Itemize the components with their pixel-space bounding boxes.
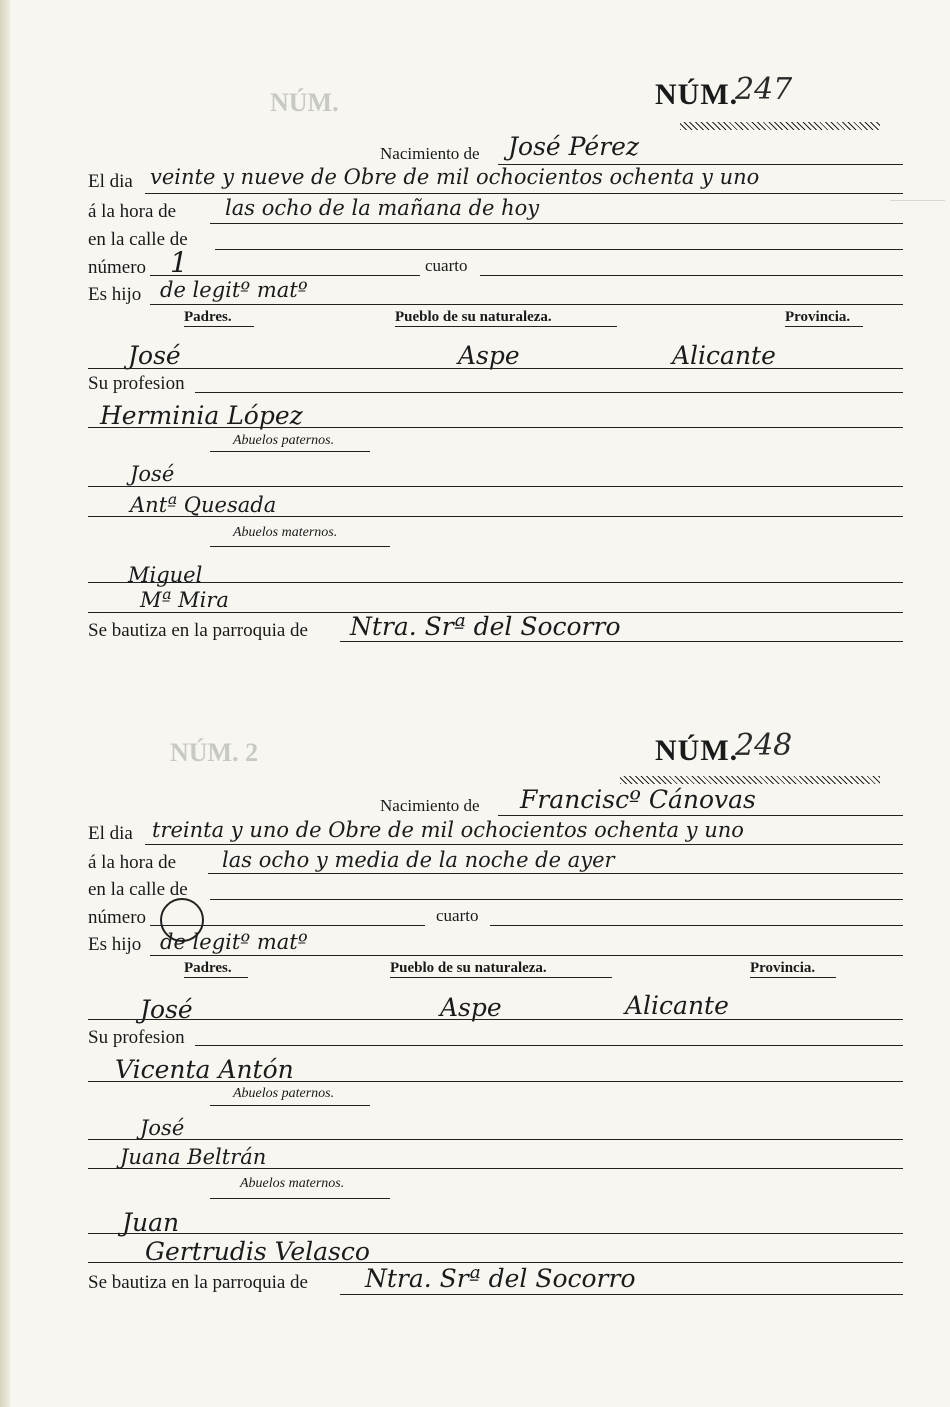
binding-edge <box>0 0 10 1407</box>
hora-handwritten: las ocho y media de la noche de ayer <box>222 848 615 872</box>
parroquia-handwritten: Ntra. Srª del Socorro <box>365 1264 636 1293</box>
abuelos-maternos-rule <box>210 546 390 547</box>
provincia-header-rule <box>785 326 863 327</box>
parroquia-handwritten: Ntra. Srª del Socorro <box>350 612 621 641</box>
provincia-handwritten: Alicante <box>672 341 776 370</box>
abuelos-paternos-rule <box>210 1105 370 1106</box>
madre-line <box>88 1081 903 1082</box>
provincia-header: Provincia. <box>750 960 816 976</box>
calle-line <box>210 899 903 900</box>
abuelo-materno-line <box>88 1233 903 1234</box>
abuelo-paterno-line <box>88 1139 903 1140</box>
hijo-label: Es hijo <box>88 284 142 305</box>
parroquia-line <box>340 641 903 642</box>
parroquia-line <box>340 1294 903 1295</box>
abuela-paterna-line <box>88 1168 903 1169</box>
record-number-handwritten: 247 <box>735 72 793 107</box>
cuarto-line <box>480 275 903 276</box>
dia-label: El dia <box>88 823 133 844</box>
hijo-handwritten: de legitº matº <box>160 278 308 302</box>
abuelo-materno-handwritten: Miguel <box>128 563 203 587</box>
pueblo-header-rule <box>395 326 617 327</box>
numero-handwritten: 1 <box>170 246 188 279</box>
dia-line <box>145 193 903 194</box>
cuarto-label: cuarto <box>425 256 468 275</box>
dia-line <box>145 844 903 845</box>
abuela-paterna-line <box>88 516 903 517</box>
calle-label: en la calle de <box>88 229 188 250</box>
ornamental-rule <box>680 122 880 130</box>
record-number-label: NÚM. <box>655 734 739 767</box>
padre-line <box>88 1019 903 1020</box>
numero-line <box>150 925 425 926</box>
nacimiento-label: Nacimiento de <box>380 796 480 815</box>
padre-line <box>88 368 903 369</box>
abuelos-paternos-rule <box>210 451 370 452</box>
madre-line <box>88 427 903 428</box>
pueblo-header: Pueblo de su naturaleza. <box>390 960 547 976</box>
hora-label: á la hora de <box>88 852 177 873</box>
parroquia-label: Se bautiza en la parroquia de <box>88 620 308 641</box>
abuelos-paternos-label: Abuelos paternos. <box>233 433 335 448</box>
ornamental-rule <box>620 776 880 784</box>
dia-handwritten: veinte y nueve de Obre de mil ochocientos ochenta y uno <box>150 165 760 189</box>
padres-header: Padres. <box>184 309 232 325</box>
parroquia-label: Se bautiza en la parroquia de <box>88 1272 308 1293</box>
bleed-through-number: NÚM. <box>270 88 339 117</box>
provincia-handwritten: Alicante <box>625 991 729 1020</box>
abuela-paterna-handwritten: Antª Quesada <box>130 493 277 517</box>
nacimiento-handwritten: José Pérez <box>508 132 640 161</box>
nacimiento-line <box>498 815 903 816</box>
padres-header-rule <box>184 977 248 978</box>
abuelo-paterno-handwritten: José <box>140 1116 185 1140</box>
abuelo-paterno-line <box>88 486 903 487</box>
pueblo-header-rule <box>390 977 612 978</box>
hijo-label: Es hijo <box>88 934 142 955</box>
numero-label: número <box>88 907 147 928</box>
nacimiento-label: Nacimiento de <box>380 144 480 163</box>
numero-line <box>150 275 420 276</box>
abuelos-maternos-label: Abuelos maternos. <box>240 1176 345 1191</box>
abuela-materna-handwritten: Gertrudis Velasco <box>145 1237 370 1266</box>
profesion-line <box>195 1045 903 1046</box>
pueblo-handwritten: Aspe <box>440 993 502 1022</box>
abuela-paterna-handwritten: Juana Beltrán <box>120 1145 267 1169</box>
hora-label: á la hora de <box>88 201 177 222</box>
dia-handwritten: treinta y uno de Obre de mil ochocientos ochenta y uno <box>152 818 744 842</box>
numero-label: número <box>88 257 147 278</box>
hijo-line <box>150 955 903 956</box>
bleed-through-number: NÚM. 2 <box>170 738 259 767</box>
record-number-handwritten: 248 <box>735 728 793 763</box>
calle-line <box>215 249 903 250</box>
calle-label: en la calle de <box>88 879 188 900</box>
cuarto-line <box>490 925 903 926</box>
hijo-line <box>150 304 903 305</box>
hijo-handwritten: de legitº matº <box>160 930 308 954</box>
padres-header: Padres. <box>184 960 232 976</box>
provincia-header: Provincia. <box>785 309 851 325</box>
abuelos-maternos-label: Abuelos maternos. <box>233 525 338 540</box>
padres-header-rule <box>184 326 254 327</box>
bleed-through-line <box>890 200 945 201</box>
dia-label: El dia <box>88 171 133 192</box>
record-number-label: NÚM. <box>655 78 739 111</box>
profesion-label: Su profesion <box>88 373 185 394</box>
pueblo-header: Pueblo de su naturaleza. <box>395 309 552 325</box>
provincia-header-rule <box>750 977 836 978</box>
padre-handwritten: José <box>128 341 181 370</box>
hora-line <box>210 223 903 224</box>
abuelos-paternos-label: Abuelos paternos. <box>233 1086 335 1101</box>
cuarto-label: cuarto <box>436 906 479 925</box>
madre-handwritten: Herminia López <box>100 401 303 430</box>
profesion-label: Su profesion <box>88 1027 185 1048</box>
hora-handwritten: las ocho de la mañana de hoy <box>225 196 540 220</box>
profesion-line <box>195 392 903 393</box>
hora-line <box>208 873 903 874</box>
abuela-materna-handwritten: Mª Mira <box>140 588 229 612</box>
padre-handwritten: José <box>140 995 193 1024</box>
abuela-materna-line <box>88 1262 903 1263</box>
abuelos-maternos-rule <box>210 1198 390 1199</box>
pueblo-handwritten: Aspe <box>458 341 520 370</box>
nacimiento-handwritten: Franciscº Cánovas <box>520 785 756 814</box>
abuelo-paterno-handwritten: José <box>130 462 175 486</box>
abuelo-materno-handwritten: Juan <box>122 1208 180 1237</box>
abuelo-materno-line <box>88 582 903 583</box>
madre-handwritten: Vicenta Antón <box>115 1055 294 1084</box>
